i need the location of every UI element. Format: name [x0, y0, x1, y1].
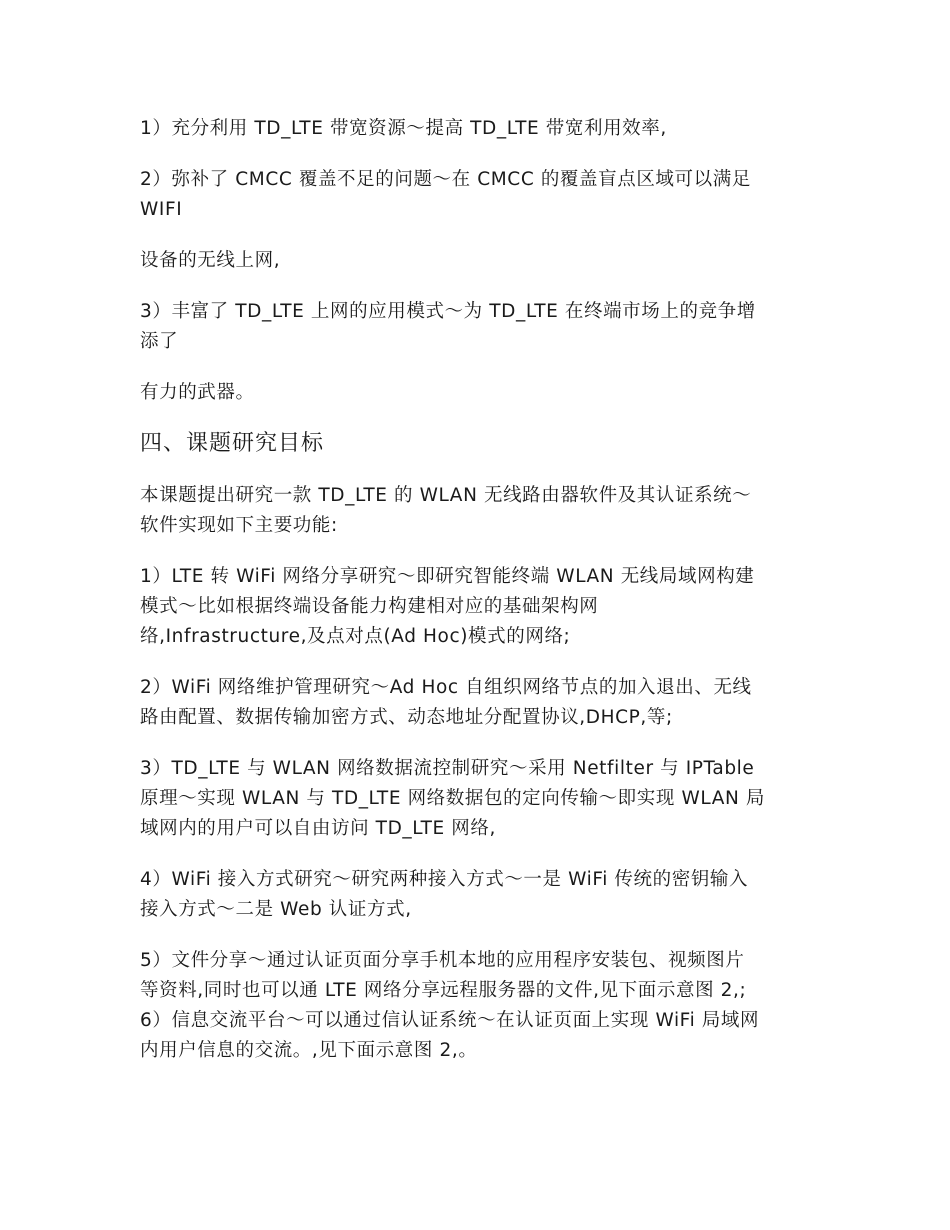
text-line: 5）文件分享～通过认证页面分享手机本地的应用程序安装包、视频图片 [140, 950, 745, 971]
goal-2-paragraph [140, 673, 820, 733]
goal-5-paragraph [140, 946, 820, 1006]
text-line: 2）弥补了 CMCC 覆盖不足的问题～在 CMCC 的覆盖盲点区域可以满足 [140, 169, 751, 190]
text-line: 4）WiFi 接入方式研究～研究两种接入方式～一是 WiFi 传统的密钥输入 [140, 869, 749, 890]
text-line: 6）信息交流平台～可以通过信认证系统～在认证页面上实现 WiFi 局域网 [140, 1010, 760, 1031]
goal-4-paragraph [140, 865, 820, 925]
text-line: 域网内的用户可以自由访问 TD_LTE 网络, [140, 818, 496, 839]
text-line: 路由配置、数据传输加密方式、动态地址分配置协议,DHCP,等; [140, 707, 673, 728]
benefit-3-continuation [140, 378, 820, 408]
text-line: 3）TD_LTE 与 WLAN 网络数据流控制研究～采用 Netfilter 与 IPTable [140, 758, 755, 779]
goal-6-paragraph [140, 1006, 820, 1066]
text-line: 有力的武器。 [140, 382, 255, 403]
benefit-3-paragraph [140, 297, 820, 357]
text-line: 络,Infrastructure,及点对点(Ad Hoc)模式的网络; [140, 626, 571, 647]
intro-paragraph [140, 481, 820, 541]
document-body [140, 114, 820, 1087]
text-line: 2）WiFi 网络维护管理研究～Ad Hoc 自组织网络节点的加入退出、无线 [140, 677, 752, 698]
text-line: 本课题提出研究一款 TD_LTE 的 WLAN 无线路由器软件及其认证系统～ [140, 485, 752, 506]
text-line: 添了 [140, 331, 179, 352]
benefit-1-paragraph [140, 114, 820, 144]
text-line: WIFI [140, 199, 183, 220]
text-line: 软件实现如下主要功能: [140, 515, 338, 536]
text-line: 内用户信息的交流。,见下面示意图 2,。 [140, 1040, 478, 1061]
text-line: 1）充分利用 TD_LTE 带宽资源～提高 TD_LTE 带宽利用效率, [140, 118, 667, 139]
text-line: 等资料,同时也可以通 LTE 网络分享远程服务器的文件,见下面示意图 2,; [140, 980, 747, 1001]
text-line: 模式～比如根据终端设备能力构建相对应的基础架构网 [140, 596, 599, 617]
benefit-2-continuation [140, 246, 820, 276]
section-heading: 四、课题研究目标 [140, 431, 325, 456]
benefit-2-paragraph [140, 165, 820, 225]
goal-3-paragraph [140, 754, 820, 844]
text-line: 原理～实现 WLAN 与 TD_LTE 网络数据包的定向传输～即实现 WLAN 局 [140, 788, 765, 809]
text-line: 3）丰富了 TD_LTE 上网的应用模式～为 TD_LTE 在终端市场上的竞争增 [140, 301, 756, 322]
goal-1-paragraph [140, 562, 820, 652]
text-line: 接入方式～二是 Web 认证方式, [140, 899, 412, 920]
text-line: 设备的无线上网, [140, 250, 281, 271]
text-line: 1）LTE 转 WiFi 网络分享研究～即研究智能终端 WLAN 无线局域网构建 [140, 566, 755, 587]
